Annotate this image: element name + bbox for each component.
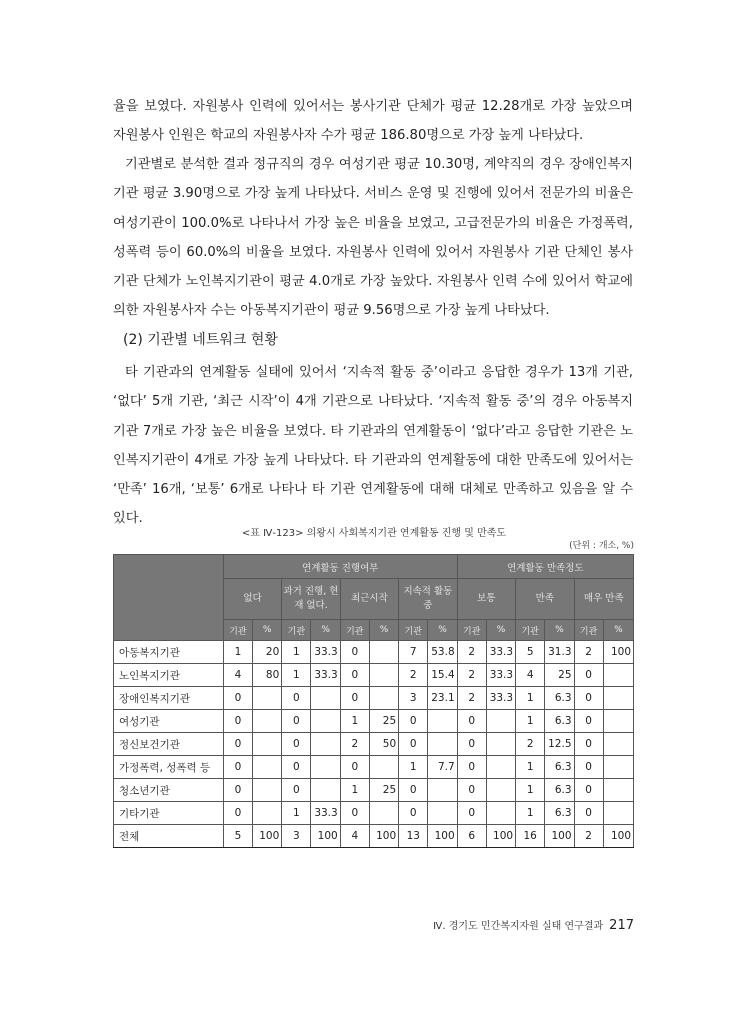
- network-table: [113, 554, 634, 848]
- table-cell: 2: [574, 825, 603, 848]
- column-header: %: [428, 620, 457, 641]
- row-label: 여성기관: [114, 710, 224, 733]
- column-header: %: [311, 620, 340, 641]
- sub-header: 만족: [516, 579, 574, 620]
- table-cell: [603, 687, 633, 710]
- table-cell: 1: [516, 710, 545, 733]
- table-cell: 0: [223, 779, 252, 802]
- table-cell: 1: [340, 710, 369, 733]
- table-cell: 33.3: [486, 641, 515, 664]
- column-header: 기관: [223, 620, 252, 641]
- table-cell: [603, 802, 633, 825]
- table-cell: 0: [340, 687, 369, 710]
- column-header: %: [486, 620, 515, 641]
- table-cell: 0: [457, 756, 486, 779]
- table-cell: 1: [399, 756, 428, 779]
- column-header: %: [369, 620, 398, 641]
- table-cell: 2: [574, 641, 603, 664]
- table-cell: 0: [223, 710, 252, 733]
- table-cell: 33.3: [311, 664, 340, 687]
- table-cell: 100: [253, 825, 282, 848]
- table-cell: 100: [369, 825, 398, 848]
- table-cell: [253, 733, 282, 756]
- table-cell: 100: [603, 825, 633, 848]
- table-cell: 3: [399, 687, 428, 710]
- table-unit: (단위 : 개소, %): [569, 541, 634, 551]
- sub-header: 과거 진행, 현재 없다.: [282, 579, 340, 620]
- table-cell: [369, 756, 398, 779]
- table-cell: 33.3: [311, 641, 340, 664]
- paragraph-1: 율을 보였다. 자원봉사 인력에 있어서는 봉사기관 단체가 평균 12.28개로 가장 높았으며 자원봉사 인원은 학교의 자원봉사자 수가 평균 186.80명으로 가장 높게 나타났다.: [113, 99, 633, 144]
- table-cell: 25: [545, 664, 574, 687]
- table-cell: 0: [282, 710, 311, 733]
- table-cell: 0: [282, 687, 311, 710]
- table-cell: 0: [457, 802, 486, 825]
- row-label: 전체: [114, 825, 224, 848]
- row-label: 기타기관: [114, 802, 224, 825]
- table-cell: 2: [399, 664, 428, 687]
- table-cell: 1: [516, 802, 545, 825]
- table-cell: 0: [223, 733, 252, 756]
- table-cell: 6.3: [545, 802, 574, 825]
- table-cell: 0: [399, 733, 428, 756]
- table-cell: 13: [399, 825, 428, 848]
- table-cell: 6: [457, 825, 486, 848]
- table-cell: [603, 779, 633, 802]
- column-header: %: [545, 620, 574, 641]
- table-cell: 0: [282, 779, 311, 802]
- table-cell: 2: [340, 733, 369, 756]
- table-cell: [253, 779, 282, 802]
- table-cell: [253, 756, 282, 779]
- table-cell: 100: [428, 825, 457, 848]
- table-cell: 33.3: [486, 664, 515, 687]
- group-header: 연계활동 진행여부: [223, 555, 457, 579]
- table-cell: [311, 687, 340, 710]
- table-cell: [253, 802, 282, 825]
- column-header: 기관: [516, 620, 545, 641]
- table-cell: 0: [282, 733, 311, 756]
- table-cell: 100: [486, 825, 515, 848]
- table-cell: [603, 664, 633, 687]
- table-cell: 80: [253, 664, 282, 687]
- corner-header: [114, 555, 224, 641]
- row-label: 정신보건기관: [114, 733, 224, 756]
- table-cell: 0: [574, 687, 603, 710]
- table-cell: [603, 733, 633, 756]
- table-row: [114, 802, 634, 825]
- table-body: [114, 641, 634, 848]
- table-cell: 1: [516, 756, 545, 779]
- table-cell: 6.3: [545, 779, 574, 802]
- table-cell: 2: [457, 641, 486, 664]
- table-head: [114, 555, 634, 641]
- sub-header: 보통: [457, 579, 515, 620]
- table-cell: 0: [340, 756, 369, 779]
- table-cell: [311, 779, 340, 802]
- footer-chapter: Ⅳ. 경기도 민간복지자원 실태 연구결과: [433, 921, 604, 932]
- table-cell: 6.3: [545, 687, 574, 710]
- table-cell: [369, 641, 398, 664]
- table-cell: [311, 710, 340, 733]
- table-cell: 33.3: [486, 687, 515, 710]
- table-cell: 25: [369, 779, 398, 802]
- table-cell: [486, 802, 515, 825]
- table-row: [114, 710, 634, 733]
- table-cell: [428, 710, 457, 733]
- table-cell: 16: [516, 825, 545, 848]
- table-cell: 31.3: [545, 641, 574, 664]
- column-header: 기관: [574, 620, 603, 641]
- table-cell: 100: [311, 825, 340, 848]
- table-cell: [311, 733, 340, 756]
- table-cell: 1: [516, 687, 545, 710]
- table-cell: 0: [223, 802, 252, 825]
- table-row: [114, 756, 634, 779]
- table-cell: 1: [223, 641, 252, 664]
- page-footer: [433, 917, 634, 933]
- table-cell: 53.8: [428, 641, 457, 664]
- table-cell: 25: [369, 710, 398, 733]
- column-header: %: [253, 620, 282, 641]
- table-cell: 33.3: [311, 802, 340, 825]
- paragraph-2: 기관별로 분석한 결과 정규직의 경우 여성기관 평균 10.30명, 계약직의 경우 장애인복지기관 평균 3.90명으로 가장 높게 나타났다. 서비스 운영 및 진행에 있어서 전문가의 비율은 여성기관이 100.0%로 나타나서 가장 높은 비율을 보였고, 고급전문가의 비율은 가정폭력, 성폭력 등이 60.0%의 비율을 보였다. 자원봉사 인력에 있어서 자원봉사 기관 단체인 봉사기관 단체가 노인복지기관이 평균 4.0개로 가장 높았다. 자원봉사 인력 수에 있어서 학교에 의한 자원봉사자 수는 아동복지기관이 평균 9.56명으로 가장 높게 나타났다.: [113, 157, 633, 319]
- sub-header: 지속적 활동 중: [399, 579, 458, 620]
- table-cell: 0: [574, 733, 603, 756]
- sub-header: 최근시작: [340, 579, 398, 620]
- column-header: 기관: [399, 620, 428, 641]
- column-header: 기관: [457, 620, 486, 641]
- table-cell: 0: [399, 802, 428, 825]
- table-cell: 6.3: [545, 710, 574, 733]
- table-cell: 7: [399, 641, 428, 664]
- table-cell: 0: [340, 641, 369, 664]
- sub-header: 매우 만족: [574, 579, 633, 620]
- table-cell: [603, 756, 633, 779]
- table-cell: 2: [457, 664, 486, 687]
- table-row: [114, 733, 634, 756]
- table-cell: 0: [574, 756, 603, 779]
- table-caption: <표 Ⅳ-123> 의왕시 사회복지기관 연계활동 진행 및 만족도: [241, 528, 507, 539]
- paragraph-3: 타 기관과의 연계활동 실태에 있어서 ‘지속적 활동 중’이라고 응답한 경우가 13개 기관, ‘없다’ 5개 기관, ‘최근 시작’이 4개 기관으로 나타났다. ‘지속적 활동 중’의 경우 아동복지기관 7개로 가장 높은 비율을 보였다. 타 기관과의 연계활동이 ‘없다’라고 응답한 기관은 노인복지기관이 4개로 가장 높게 나타났다. 타 기관과의 연계활동에 대한 만족도에 있어서는 ‘만족’ 16개, ‘보통’ 6개로 나타나 타 기관 연계활동에 대해 대체로 만족하고 있음을 알 수 있다.: [113, 365, 633, 527]
- table-cell: [486, 779, 515, 802]
- table-cell: [428, 779, 457, 802]
- table-cell: 0: [574, 802, 603, 825]
- table-cell: 0: [457, 733, 486, 756]
- table-cell: 3: [282, 825, 311, 848]
- row-label: 노인복지기관: [114, 664, 224, 687]
- table-cell: 0: [282, 756, 311, 779]
- table-cell: 0: [574, 779, 603, 802]
- table-cell: 4: [223, 664, 252, 687]
- table-row: [114, 779, 634, 802]
- table-cell: 2: [457, 687, 486, 710]
- table-cell: [486, 756, 515, 779]
- table-cell: [486, 710, 515, 733]
- row-label: 가정폭력, 성폭력 등: [114, 756, 224, 779]
- table-cell: 0: [574, 710, 603, 733]
- table-cell: 0: [223, 687, 252, 710]
- table-cell: [603, 710, 633, 733]
- table-cell: 0: [340, 802, 369, 825]
- table-cell: 6.3: [545, 756, 574, 779]
- table-cell: 12.5: [545, 733, 574, 756]
- table-cell: 50: [369, 733, 398, 756]
- table-cell: 1: [282, 802, 311, 825]
- table-cell: 0: [457, 710, 486, 733]
- column-header: %: [603, 620, 633, 641]
- column-header: 기관: [340, 620, 369, 641]
- table-cell: 0: [223, 756, 252, 779]
- table-cell: [428, 802, 457, 825]
- row-label: 청소년기관: [114, 779, 224, 802]
- table-cell: 2: [516, 733, 545, 756]
- table-cell: [369, 664, 398, 687]
- table-cell: 20: [253, 641, 282, 664]
- table-cell: 1: [282, 641, 311, 664]
- table-cell: [369, 687, 398, 710]
- row-label: 아동복지기관: [114, 641, 224, 664]
- table-cell: 1: [282, 664, 311, 687]
- page-number: 217: [609, 918, 634, 933]
- table-cell: 100: [545, 825, 574, 848]
- table-cell: [253, 710, 282, 733]
- sub-header: 없다: [223, 579, 281, 620]
- table-cell: [311, 756, 340, 779]
- table-cell: 0: [340, 664, 369, 687]
- table-cell: [253, 687, 282, 710]
- table-cell: 4: [516, 664, 545, 687]
- table-cell: 0: [399, 710, 428, 733]
- table-cell: 5: [516, 641, 545, 664]
- table-cell: [486, 733, 515, 756]
- table-cell: [428, 733, 457, 756]
- table-cell: 15.4: [428, 664, 457, 687]
- row-label: 장애인복지기관: [114, 687, 224, 710]
- table-row: [114, 825, 634, 848]
- table-cell: 100: [603, 641, 633, 664]
- table-cell: 23.1: [428, 687, 457, 710]
- table-row: [114, 687, 634, 710]
- table-cell: 0: [457, 779, 486, 802]
- column-header: 기관: [282, 620, 311, 641]
- table-cell: 1: [516, 779, 545, 802]
- table-row: [114, 641, 634, 664]
- section-heading: (2) 기관별 네트워크 현황: [123, 332, 278, 348]
- table-cell: 1: [340, 779, 369, 802]
- table-cell: 0: [574, 664, 603, 687]
- table-cell: 4: [340, 825, 369, 848]
- table-cell: [369, 802, 398, 825]
- table-row: [114, 664, 634, 687]
- table-cell: 7.7: [428, 756, 457, 779]
- table-cell: 5: [223, 825, 252, 848]
- table-cell: 0: [399, 779, 428, 802]
- group-header: 연계활동 만족정도: [457, 555, 633, 579]
